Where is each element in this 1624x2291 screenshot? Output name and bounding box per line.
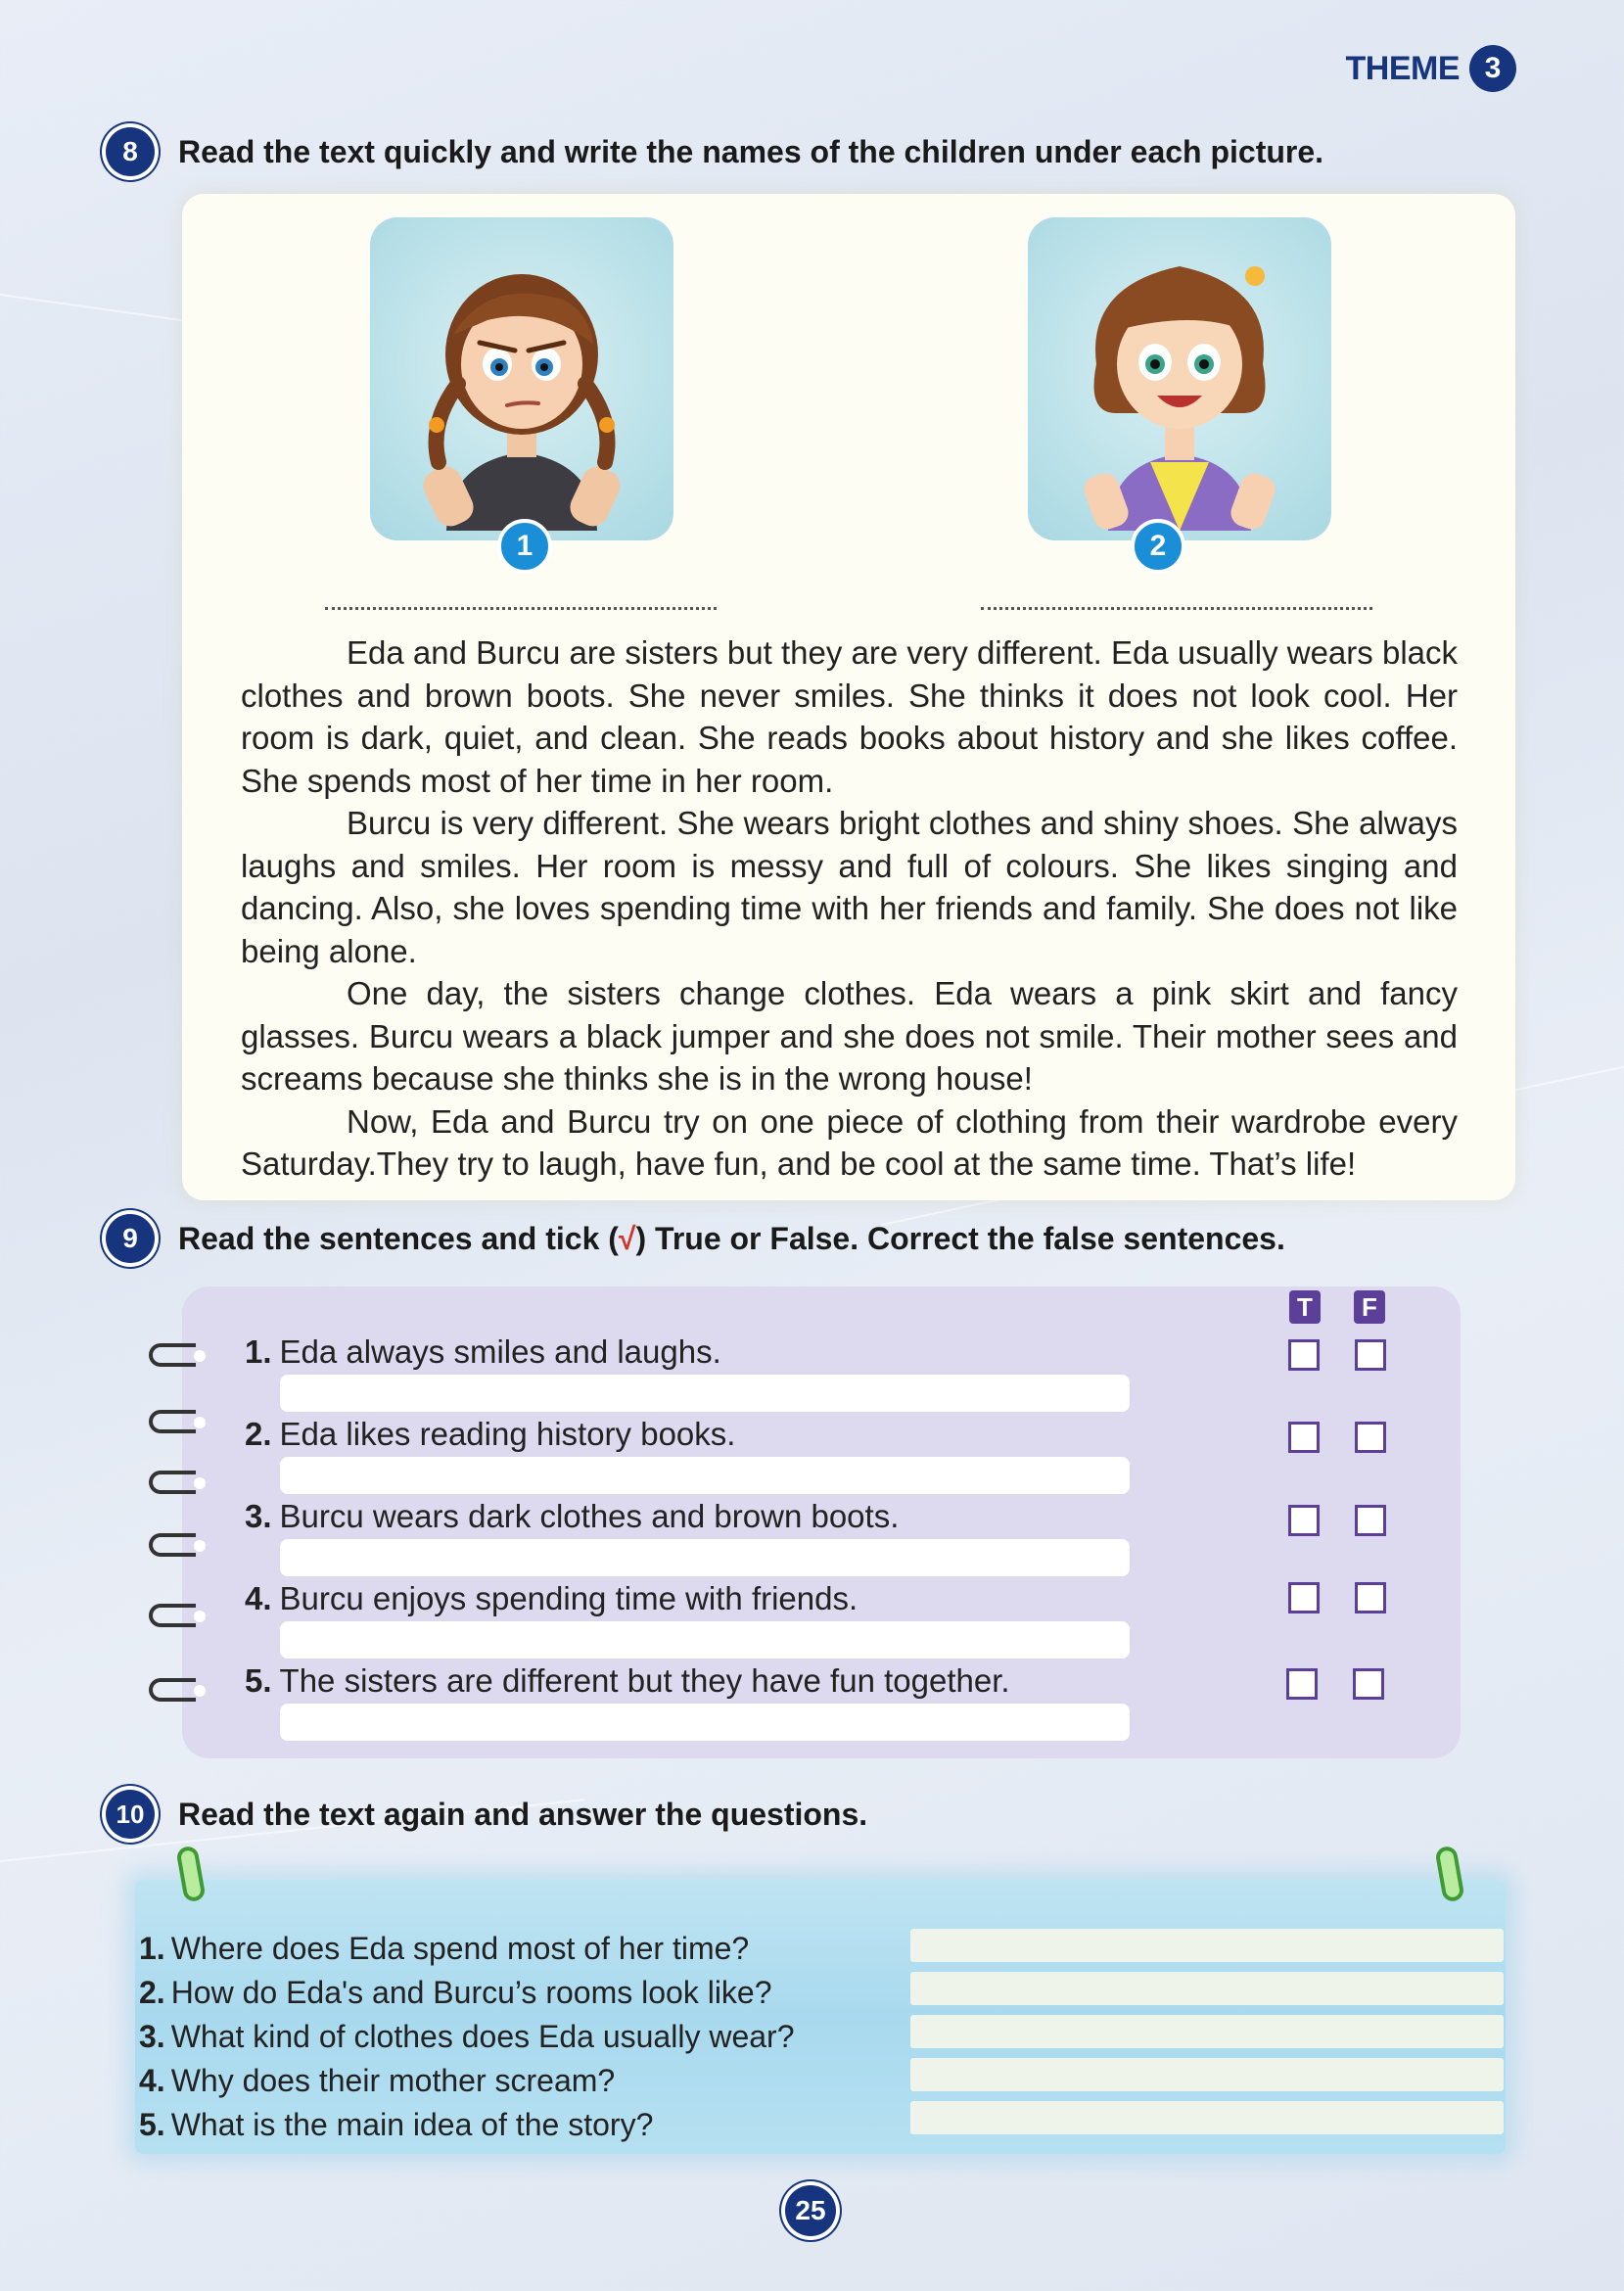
girl-with-braids-black-top-icon (370, 217, 673, 540)
false-checkbox-2[interactable] (1355, 1422, 1386, 1453)
correction-line-3[interactable] (280, 1539, 1130, 1576)
answer-line-2[interactable] (910, 1972, 1504, 2005)
statement-number: 4. (245, 1580, 272, 1616)
statement-2 (245, 1416, 735, 1453)
reading-paragraph: One day, the sisters change clothes. Eda wears a pink skirt and fancy glasses. Burcu wears a black jumper and she does not smile. Their mother sees and screams because she thinks she is in the wrong house! (241, 975, 1458, 1097)
picture-1 (370, 217, 673, 540)
false-column-header: F (1354, 1290, 1385, 1324)
correction-line-5[interactable] (280, 1704, 1130, 1741)
question-number: 3. (139, 2019, 165, 2054)
question-number: 1. (139, 1931, 165, 1966)
exercise-instruction: Read the text quickly and write the names of the children under each picture. (178, 133, 1324, 169)
reading-paragraph: Burcu is very different. She wears bright clothes and shiny shoes. She always laughs and smiles. Her room is messy and full of colours. She likes singing and dancing. Also, she loves spending time with her friends and family. She does not like being alone. (241, 805, 1458, 969)
answer-line-3[interactable] (910, 2015, 1504, 2048)
exercise-number-badge: 10 (106, 1790, 155, 1839)
answer-line-1[interactable] (910, 1929, 1504, 1962)
spiral-ring-icon (149, 1343, 196, 1367)
page-number: 25 (785, 2185, 836, 2236)
statement-1 (245, 1333, 721, 1371)
theme-label: THEME (1345, 49, 1460, 87)
spiral-ring-icon (149, 1604, 196, 1627)
question-number: 4. (139, 2063, 165, 2098)
true-checkbox-1[interactable] (1288, 1339, 1320, 1371)
picture-1-name-line[interactable] (325, 607, 717, 610)
smiling-girl-purple-shirt-icon (1028, 217, 1331, 540)
exercise-number-badge: 9 (106, 1214, 155, 1263)
question-1 (139, 1931, 749, 1967)
question-text: What is the main idea of the story? (170, 2107, 654, 2142)
true-checkbox-2[interactable] (1288, 1422, 1320, 1453)
question-text: How do Eda's and Burcu’s rooms look like? (170, 1975, 772, 2010)
exercise-10-heading (106, 1790, 867, 1839)
answer-line-5[interactable] (910, 2101, 1504, 2134)
statement-text: The sisters are different but they have fun together. (279, 1662, 1010, 1699)
spiral-ring-icon (149, 1533, 196, 1557)
picture-2 (1028, 217, 1331, 540)
true-checkbox-3[interactable] (1288, 1505, 1320, 1536)
false-checkbox-5[interactable] (1353, 1668, 1384, 1700)
question-5 (139, 2107, 653, 2143)
reading-paragraph: Eda and Burcu are sisters but they are very different. Eda usually wears black clothes and brown boots. She never smiles. She thinks it does not look cool. Her room is dark, quiet, and clean. She reads books about history and she likes coffee. She spends most of her time in her room. (241, 634, 1458, 799)
instruction-part: ) True or False. Correct the false sentences. (635, 1220, 1285, 1256)
question-4 (139, 2063, 615, 2099)
correction-line-4[interactable] (280, 1621, 1130, 1659)
spiral-ring-icon (149, 1410, 196, 1433)
picture-1-number: 1 (497, 519, 552, 574)
spiral-ring-icon (149, 1471, 196, 1494)
true-checkbox-4[interactable] (1288, 1582, 1320, 1613)
theme-number-badge: 3 (1469, 45, 1516, 92)
correction-line-1[interactable] (280, 1375, 1130, 1412)
true-checkbox-5[interactable] (1286, 1668, 1318, 1700)
question-text: What kind of clothes does Eda usually wear? (170, 2019, 795, 2054)
question-text: Where does Eda spend most of her time? (170, 1931, 750, 1966)
exercise-8-heading (106, 127, 1323, 176)
picture-2-name-line[interactable] (981, 607, 1372, 610)
false-checkbox-4[interactable] (1355, 1582, 1386, 1613)
picture-2-number: 2 (1131, 519, 1185, 574)
statement-text: Burcu enjoys spending time with friends. (279, 1580, 858, 1616)
question-text: Why does their mother scream? (170, 2063, 616, 2098)
question-number: 5. (139, 2107, 165, 2142)
question-number: 2. (139, 1975, 165, 2010)
question-3 (139, 2019, 794, 2055)
true-column-header: T (1289, 1290, 1321, 1324)
reading-paragraph: Now, Eda and Burcu try on one piece of clothing from their wardrobe every Saturday.They try to laugh, have fun, and be cool at the same time. That’s life! (241, 1102, 1458, 1182)
tick-icon: √ (618, 1220, 636, 1256)
statement-number: 3. (245, 1498, 272, 1534)
exercise-9-heading (106, 1214, 1285, 1263)
answer-line-4[interactable] (910, 2058, 1504, 2091)
spiral-ring-icon (149, 1678, 196, 1702)
exercise-number-badge: 8 (106, 127, 155, 176)
theme-header (1346, 45, 1517, 92)
correction-line-2[interactable] (280, 1457, 1130, 1494)
false-checkbox-3[interactable] (1355, 1505, 1386, 1536)
statement-text: Eda always smiles and laughs. (279, 1333, 721, 1370)
statement-4 (245, 1580, 858, 1617)
statement-text: Eda likes reading history books. (279, 1416, 736, 1452)
statement-number: 5. (245, 1662, 272, 1699)
question-2 (139, 1975, 772, 2011)
exercise-instruction (178, 1221, 1285, 1257)
exercise-instruction: Read the text again and answer the questions. (178, 1796, 868, 1832)
statement-5 (245, 1662, 1010, 1700)
statement-number: 1. (245, 1333, 272, 1370)
reading-text (241, 631, 1458, 1186)
statement-text: Burcu wears dark clothes and brown boots. (279, 1498, 900, 1534)
statement-number: 2. (245, 1416, 272, 1452)
instruction-part: Read the sentences and tick ( (178, 1220, 619, 1256)
statement-3 (245, 1498, 899, 1535)
false-checkbox-1[interactable] (1355, 1339, 1386, 1371)
